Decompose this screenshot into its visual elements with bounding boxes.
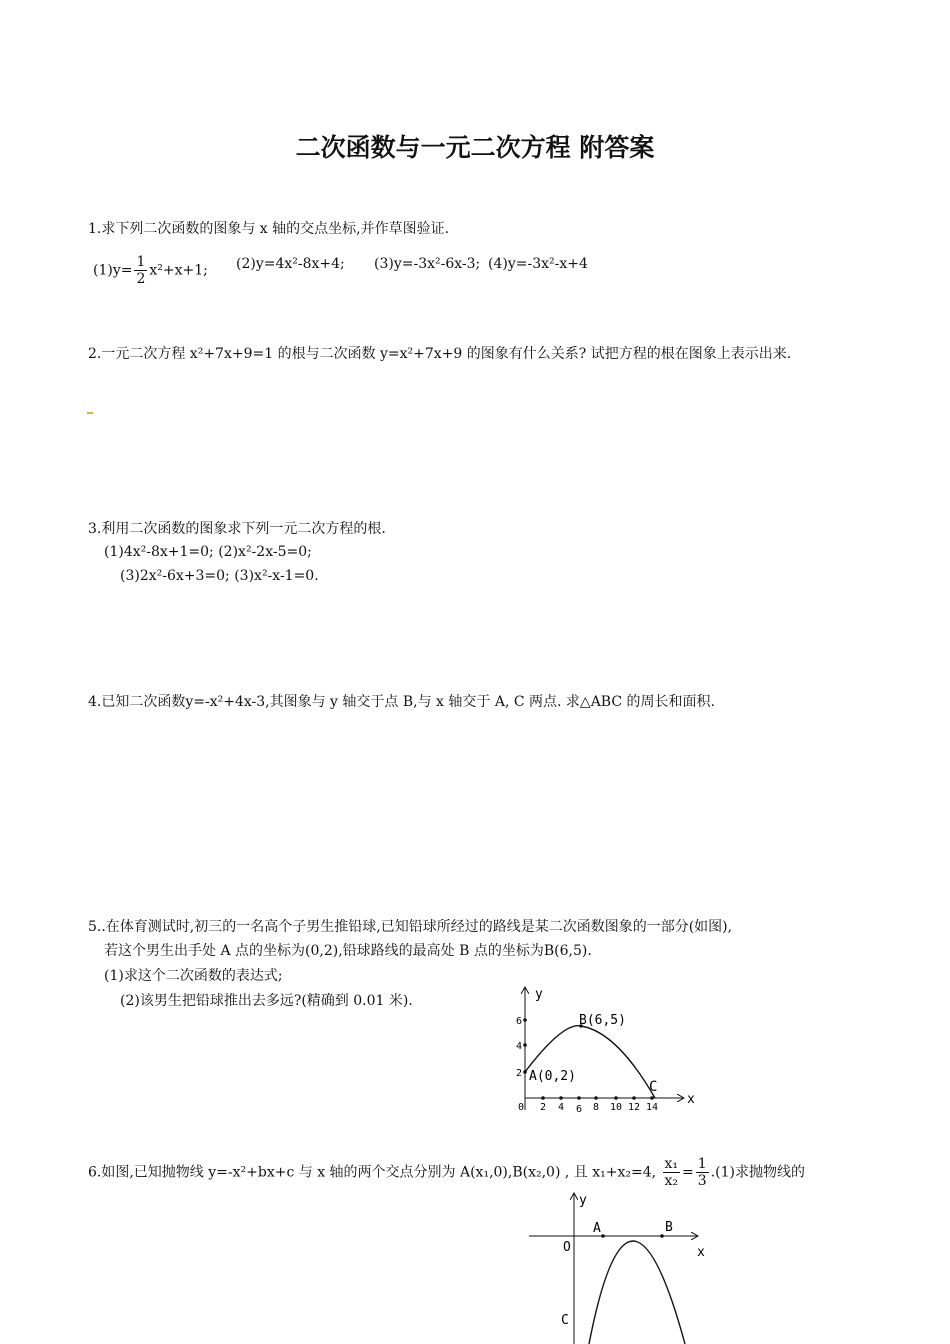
point-a-label: A: [593, 1221, 601, 1236]
page-title: 二次函数与一元二次方程 附答案: [295, 133, 655, 162]
question-1-part-4: (4)y=-3x²-x+4: [488, 256, 588, 272]
question-4-text: 4.已知二次函数y=-x²+4x-3,其图象与 y 轴交于点 B,与 x 轴交于 A, C 两点. 求△ABC 的周长和面积.: [88, 694, 715, 710]
point-b-label: B(6,5): [579, 1013, 626, 1028]
shot-put-graph: [505, 982, 705, 1117]
question-5-line-3: (1)求这个二次函数的表达式;: [104, 968, 283, 984]
question-5-line-2: 若这个男生出手处 A 点的坐标为(0,2),铅球路线的最高处 B 点的坐标为B(6,5).: [104, 943, 592, 959]
x-tick-label: 8: [593, 1102, 600, 1113]
trajectory-curve: [525, 1026, 658, 1098]
point-b-label: B: [665, 1220, 673, 1235]
x-tick-label: 4: [558, 1102, 565, 1113]
edit-mark: [87, 412, 93, 414]
x-tick-label: 10: [610, 1102, 623, 1113]
fraction-one-half: $\frac{1}{2}$: [136, 254, 146, 287]
y-axis-label: y: [579, 1193, 587, 1208]
y-tick-label: 4: [516, 1041, 523, 1052]
question-1-text: 1.求下列二次函数的图象与 x 轴的交点坐标,并作草图验证.: [88, 221, 450, 237]
question-5-line-1: 5..在体育测试时,初三的一名高个子男生推铅球,已知铅球所经过的路线是某二次函数图象的一部分(如图),: [88, 919, 733, 935]
x-tick-label: 0: [518, 1102, 525, 1113]
question-1-part-3: (3)y=-3x²-6x-3;: [374, 256, 481, 272]
fraction-one-third: $\frac{1}{3}$: [697, 1156, 707, 1189]
y-axis-label: y: [535, 987, 543, 1002]
x-tick-label: 12: [628, 1102, 641, 1113]
question-6-text: 6.如图,已知抛物线 y=-x²+bx+c 与 x 轴的两个交点分别为 A(x₁,0),B(x₂,0) , 且 x₁+x₂=4, $\frac{\text{x₁}}{\text{x₂}}$ = $\frac{1}{3}$ .(1)求抛物线的: [88, 1156, 805, 1189]
question-2-text: 2.一元二次方程 x²+7x+9=1 的根与二次函数 y=x²+7x+9 的图象有什么关系? 试把方程的根在图象上表示出来.: [88, 346, 792, 362]
origin-label: O: [563, 1240, 571, 1255]
question-3-line-1: (1)4x²-8x+1=0; (2)x²-2x-5=0;: [104, 544, 312, 560]
point-a: [601, 1234, 605, 1238]
fraction-x1-over-x2: $\frac{\text{x₁}}{\text{x₂}}$: [664, 1156, 679, 1189]
x-axis-label: x: [687, 1092, 695, 1107]
question-3-line-2: (3)2x²-6x+3=0; (3)x²-x-1=0.: [120, 568, 319, 584]
question-1-part-1: (1)y= $\frac{1}{2}$ x²+x+1;: [93, 254, 208, 287]
x-ticks: [518, 1096, 658, 1115]
parabola-graph: [525, 1188, 725, 1344]
x-tick-label: 2: [540, 1102, 547, 1113]
parabola-curve: [589, 1241, 685, 1344]
x-axis-label: x: [697, 1245, 705, 1260]
point-c-label: C: [649, 1079, 658, 1095]
x-tick-label: 14: [646, 1102, 659, 1113]
question-5-line-4: (2)该男生把铅球推出去多远?(精确到 0.01 米).: [120, 993, 413, 1009]
y-tick-label: 2: [516, 1068, 523, 1079]
x-tick-label: 6: [576, 1104, 583, 1115]
point-b: [660, 1234, 664, 1238]
y-tick-label: 6: [516, 1016, 523, 1027]
point-c-label: C: [561, 1313, 569, 1328]
point-a-label: A(0,2): [529, 1069, 576, 1084]
question-3-text: 3.利用二次函数的图象求下列一元二次方程的根.: [88, 521, 386, 537]
question-1-part-2: (2)y=4x²-8x+4;: [236, 256, 345, 272]
